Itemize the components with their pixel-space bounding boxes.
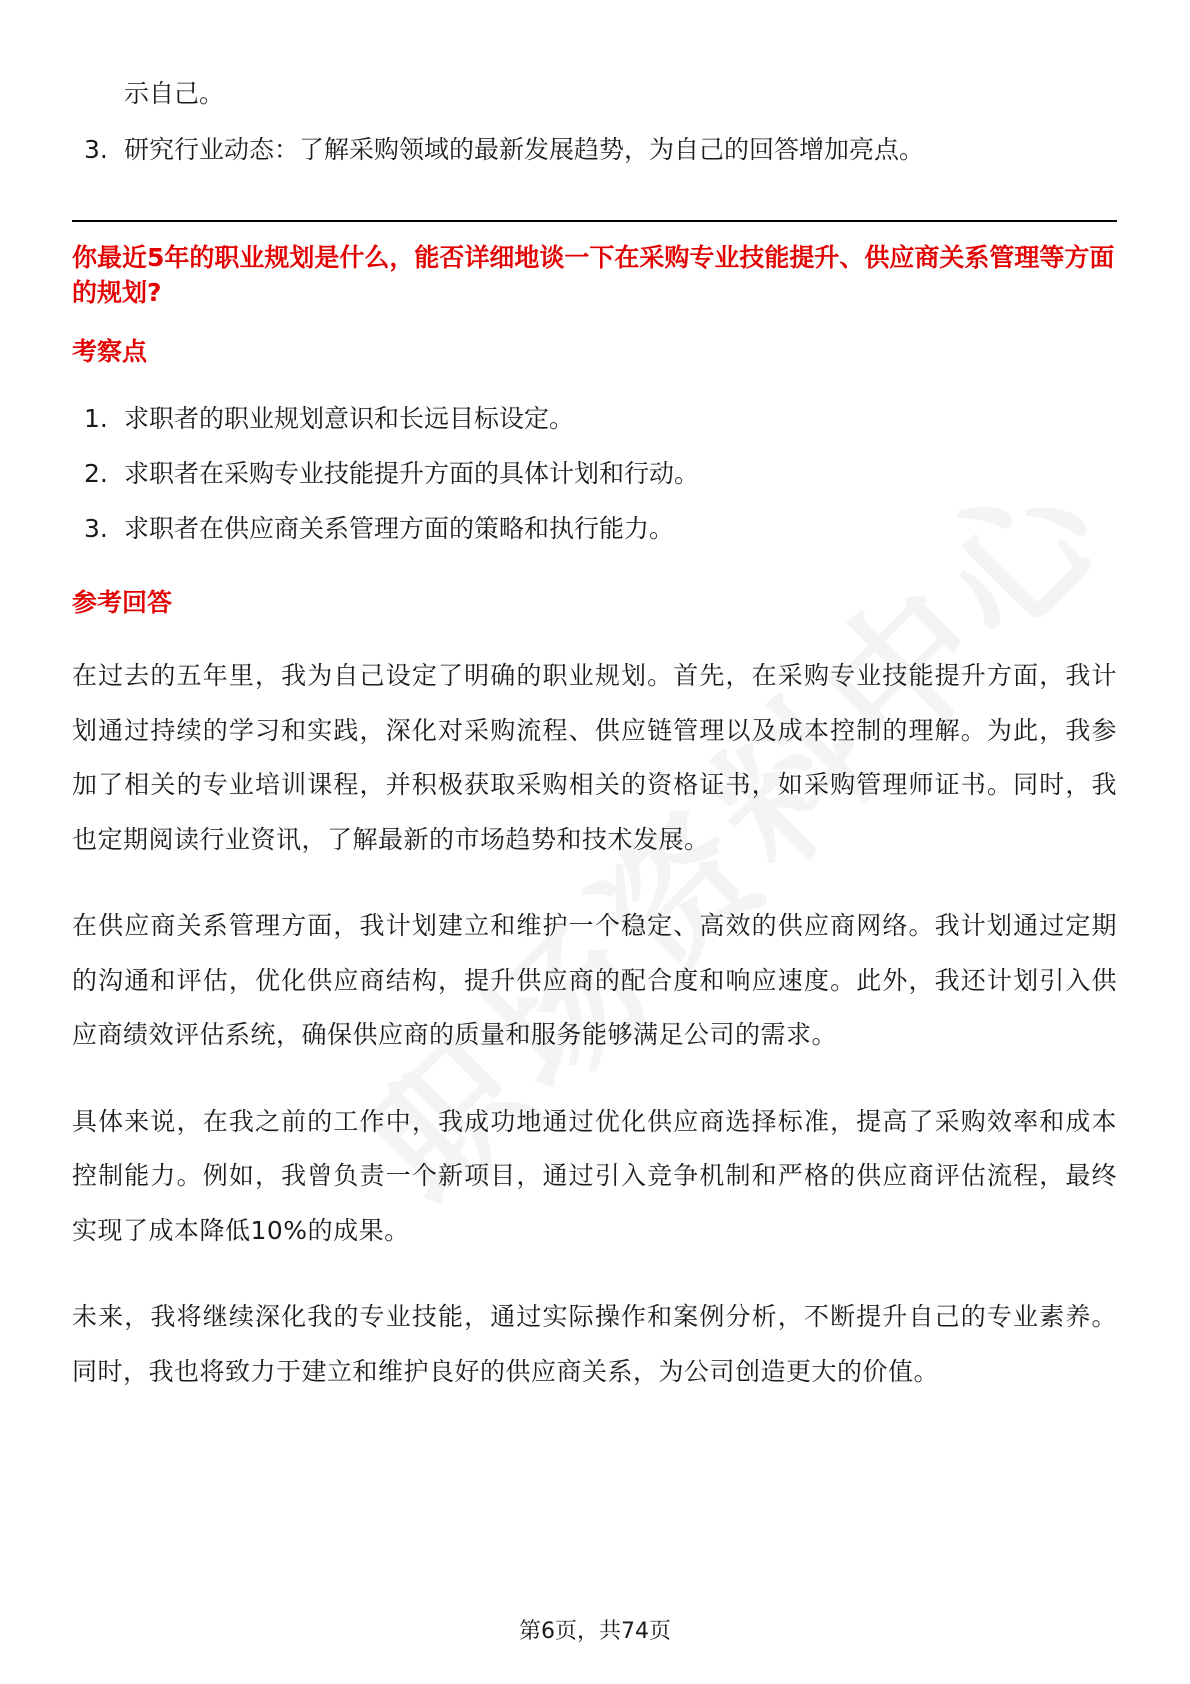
- question-heading: 你最近5年的职业规划是什么，能否详细地谈一下在采购专业技能提升、供应商关系管理等方面的规划?: [72, 243, 1115, 307]
- page-content: [72, 66, 1117, 1431]
- list-text: 求职者在供应商关系管理方面的策略和执行能力。: [124, 514, 675, 543]
- answer-paragraph: 在过去的五年里，我为自己设定了明确的职业规划。首先，在采购专业技能提升方面，我计划通过持续的学习和实践，深化对采购流程、供应链管理以及成本控制的理解。为此，我参加了相关的专业培训课程，并积极获取采购相关的资格证书，如采购管理师证书。同时，我也定期阅读行业资讯，了解最新的市场趋势和技术发展。: [72, 661, 1117, 854]
- answer-paragraph: 具体来说，在我之前的工作中，我成功地通过优化供应商选择标准，提高了采购效率和成本控制能力。例如，我曾负责一个新项目，通过引入竞争机制和严格的供应商评估流程，最终实现了成本降低10%的成果。: [72, 1106, 1117, 1245]
- list-item-continuation: 示自己。: [124, 79, 225, 108]
- assessment-heading: 考察点: [72, 337, 148, 366]
- list-item: [72, 501, 1117, 556]
- list-number: 3.: [84, 135, 108, 164]
- list-number: 3.: [84, 514, 108, 543]
- previous-list: [72, 66, 1117, 178]
- assessment-list: [72, 391, 1117, 556]
- section-divider: [72, 220, 1117, 222]
- list-text: 求职者的职业规划意识和长远目标设定。: [124, 404, 575, 433]
- list-item: [72, 391, 1117, 446]
- page-footer: 第6页，共74页: [519, 1619, 671, 1644]
- reference-heading: 参考回答: [72, 588, 173, 617]
- list-item: [72, 446, 1117, 501]
- list-text: 研究行业动态：了解采购领域的最新发展趋势，为自己的回答增加亮点。: [124, 135, 925, 164]
- list-item: [72, 122, 1117, 178]
- answer-paragraph: 未来，我将继续深化我的专业技能，通过实际操作和案例分析，不断提升自己的专业素养。同时，我也将致力于建立和维护良好的供应商关系，为公司创造更大的价值。: [72, 1302, 1117, 1386]
- list-number: 1.: [84, 404, 108, 433]
- list-text: 求职者在采购专业技能提升方面的具体计划和行动。: [124, 459, 700, 488]
- answer-paragraph: 在供应商关系管理方面，我计划建立和维护一个稳定、高效的供应商网络。我计划通过定期的沟通和评估，优化供应商结构，提升供应商的配合度和响应速度。此外，我还计划引入供应商绩效评估系统，确保供应商的质量和服务能够满足公司的需求。: [72, 911, 1117, 1049]
- reference-answer: [72, 649, 1117, 1399]
- list-number: 2.: [84, 459, 108, 488]
